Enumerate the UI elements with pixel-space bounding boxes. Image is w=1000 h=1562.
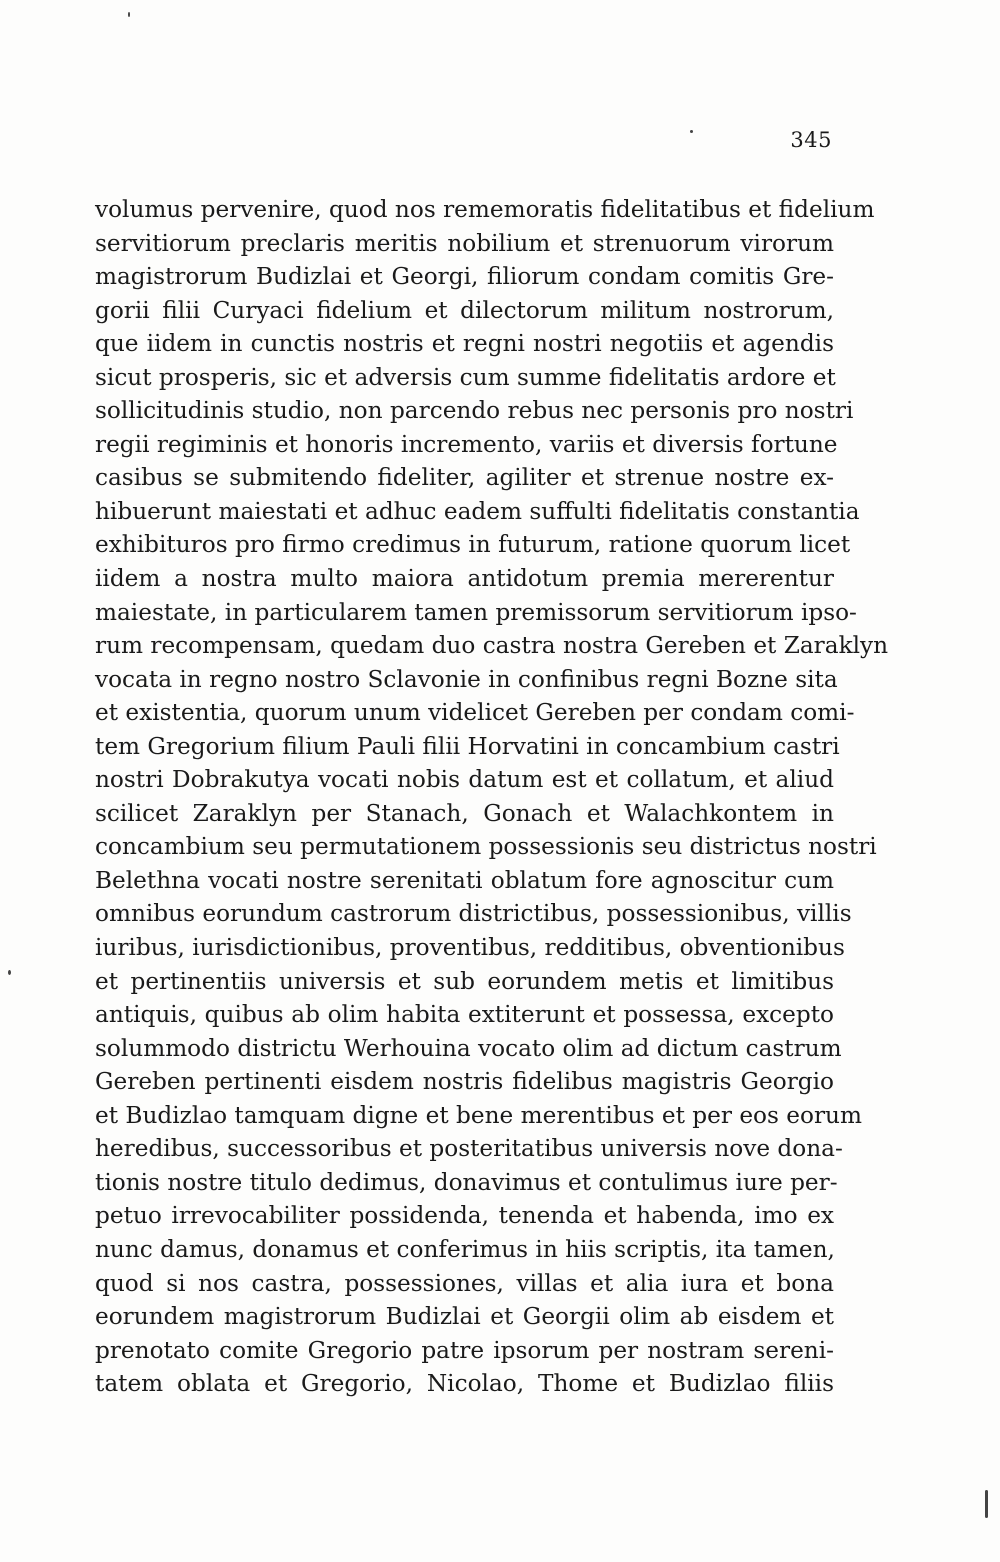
text-line: omnibus eorundum castrorum districtibus, possessionibus, villis <box>95 900 852 928</box>
text-line: exhibituros pro firmo credimus in futurum, ratione quorum licet <box>95 531 851 559</box>
text-line: Belethna vocati nostre serenitati oblatum fore agnoscitur cum <box>95 866 834 894</box>
text-line: que iidem in cunctis nostris et regni nostri negotiis et agendis <box>95 330 834 358</box>
text-line: heredibus, successoribus et posteritatibus universis nove dona- <box>95 1135 843 1163</box>
text-line: casibus se submitendo fideliter, agiliter et strenue nostre ex- <box>95 464 834 492</box>
scan-speck <box>690 130 693 133</box>
text-line: rum recompensam, quedam duo castra nostra Gereben et Zaraklyn <box>95 632 889 660</box>
text-line: sicut prosperis, sic et adversis cum summe fidelitatis ardore et <box>95 363 836 391</box>
text-line: maiestate, in particularem tamen premissorum servitiorum ipso- <box>95 598 857 626</box>
body-text <box>95 193 889 1401</box>
text-line: servitiorum preclaris meritis nobilium et strenuorum virorum <box>95 229 834 257</box>
text-line: Gereben pertinenti eisdem nostris fidelibus magistris Georgio <box>95 1068 834 1096</box>
page-number: 345 <box>790 128 832 152</box>
text-line: magistrorum Budizlai et Georgi, filiorum condam comitis Gre- <box>95 263 834 291</box>
text-line: nostri Dobrakutya vocati nobis datum est et collatum, et aliud <box>95 766 834 794</box>
text-line: scilicet Zaraklyn per Stanach, Gonach et Walachkontem in <box>95 799 834 827</box>
text-line: iuribus, iurisdictionibus, proventibus, redditibus, obventionibus <box>95 934 845 962</box>
text-line: iidem a nostra multo maiora antidotum premia mererentur <box>95 565 834 593</box>
text-line: sollicitudinis studio, non parcendo rebus nec personis pro nostri <box>95 397 854 425</box>
text-line: tatem oblata et Gregorio, Nicolao, Thome et Budizlao filiis <box>95 1370 834 1398</box>
scan-speck <box>985 1490 988 1518</box>
text-line: vocata in regno nostro Sclavonie in confinibus regni Bozne sita <box>95 665 838 693</box>
text-line: quod si nos castra, possessiones, villas et alia iura et bona <box>95 1269 834 1297</box>
text-line: tem Gregorium filium Pauli filii Horvatini in concambium castri <box>95 732 840 760</box>
text-line: gorii filii Curyaci fidelium et dilectorum militum nostrorum, <box>95 296 834 324</box>
scan-speck <box>128 12 130 17</box>
text-line: concambium seu permutationem possessionis seu districtus nostri <box>95 833 877 861</box>
text-line: et existentia, quorum unum videlicet Gereben per condam comi- <box>95 699 855 727</box>
text-line: eorundem magistrorum Budizlai et Georgii olim ab eisdem et <box>95 1303 834 1331</box>
text-line: solummodo districtu Werhouina vocato olim ad dictum castrum <box>95 1034 842 1062</box>
text-line: regii regiminis et honoris incremento, variis et diversis fortune <box>95 430 838 458</box>
text-line: petuo irrevocabiliter possidenda, tenenda et habenda, imo ex <box>95 1202 834 1230</box>
text-line: tionis nostre titulo dedimus, donavimus et contulimus iure per- <box>95 1168 838 1196</box>
text-line: antiquis, quibus ab olim habita extiterunt et possessa, excepto <box>95 1001 834 1029</box>
scan-speck <box>8 970 11 975</box>
text-line: et pertinentiis universis et sub eorundem metis et limitibus <box>95 967 834 995</box>
text-line: prenotato comite Gregorio patre ipsorum per nostram sereni- <box>95 1336 834 1364</box>
text-line: hibuerunt maiestati et adhuc eadem suffulti fidelitatis constantia <box>95 497 860 525</box>
text-line: nunc damus, donamus et conferimus in hiis scriptis, ita tamen, <box>95 1235 835 1263</box>
text-line: volumus pervenire, quod nos rememoratis fidelitatibus et fidelium <box>95 196 875 223</box>
text-line: et Budizlao tamquam digne et bene merentibus et per eos eorum <box>95 1101 862 1129</box>
